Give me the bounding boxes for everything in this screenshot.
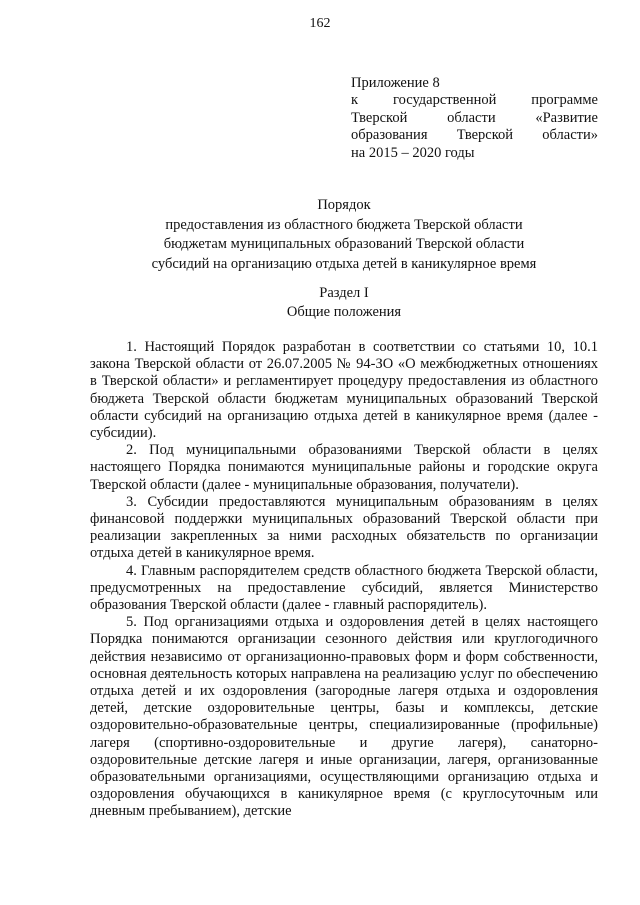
appendix-line-5: на 2015 – 2020 годы — [351, 144, 475, 161]
title-line-4: субсидий на организацию отдыха детей в каникулярное время — [151, 255, 537, 272]
section-heading — [80, 284, 608, 322]
appendix-note — [351, 75, 598, 162]
appendix-title: Приложение 8 — [351, 75, 440, 91]
body-text — [90, 339, 598, 821]
appendix-line-3: Тверской области «Развитие — [351, 109, 598, 126]
page-number: 162 — [309, 16, 331, 31]
section-number: Раздел I — [319, 285, 369, 301]
paragraph-3: 3. Субсидии предоставляются муниципальным образованиям в целях финансовой поддержки муниципальных образований Тверской области при реализации закрепленных за ними расходных обязательств по организации отдыха детей в каникулярное время. — [90, 493, 598, 562]
title-line-1: Порядок — [317, 197, 371, 213]
appendix-line-2: к государственной программе — [351, 92, 598, 109]
paragraph-4: 4. Главным распорядителем средств областного бюджета Тверской области, предусмотренных на предоставление субсидий, является Министерство образования Тверской области (далее - главный распорядитель). — [90, 562, 598, 614]
paragraph-1: 1. Настоящий Порядок разработан в соответствии со статьями 10, 10.1 закона Тверской области от 26.07.2005 № 94-ЗО «О межбюджетных отношениях в Тверской области» и регламентирует процедуру предоставления из областного бюджета Тверской области бюджетам муниципальных образований Тверской области субсидий на организацию отдыха детей в каникулярное время (далее - субсидии). — [90, 339, 598, 442]
paragraph-5: 5. Под организациями отдыха и оздоровления детей в целях настоящего Порядка понимаются организации сезонного действия или круглогодичного действия независимо от организационно-правовых форм и форм собственности, основная деятельность которых направлена на реализацию услуг по обеспечению отдыха детей и их оздоровления (загородные лагеря отдыха и оздоровления детей, детские оздоровительные центры, базы и комплексы, детские оздоровительно-образовательные центры, специализированные (профильные) лагеря (спортивно-оздоровительные и другие лагеря), санаторно-оздоровительные детские лагеря и иные организации, лагеря, организованные образовательными организациями, осуществляющими организацию отдыха и оздоровления обучающихся в каникулярное время (с круглосуточным или дневным пребыванием), детские — [90, 614, 598, 820]
title-line-3: бюджетам муниципальных образований Тверской области — [163, 236, 525, 252]
title-line-2: предоставления из областного бюджета Тверской области — [165, 216, 523, 233]
appendix-line-4: образования Тверской области» — [351, 127, 598, 144]
section-name: Общие положения — [286, 304, 402, 320]
paragraph-2: 2. Под муниципальными образованиями Тверской области в целях настоящего Порядка понимаются муниципальные районы и городские округа Тверской области (далее - муниципальные образования, получатели). — [90, 442, 598, 493]
document-title — [80, 196, 608, 274]
